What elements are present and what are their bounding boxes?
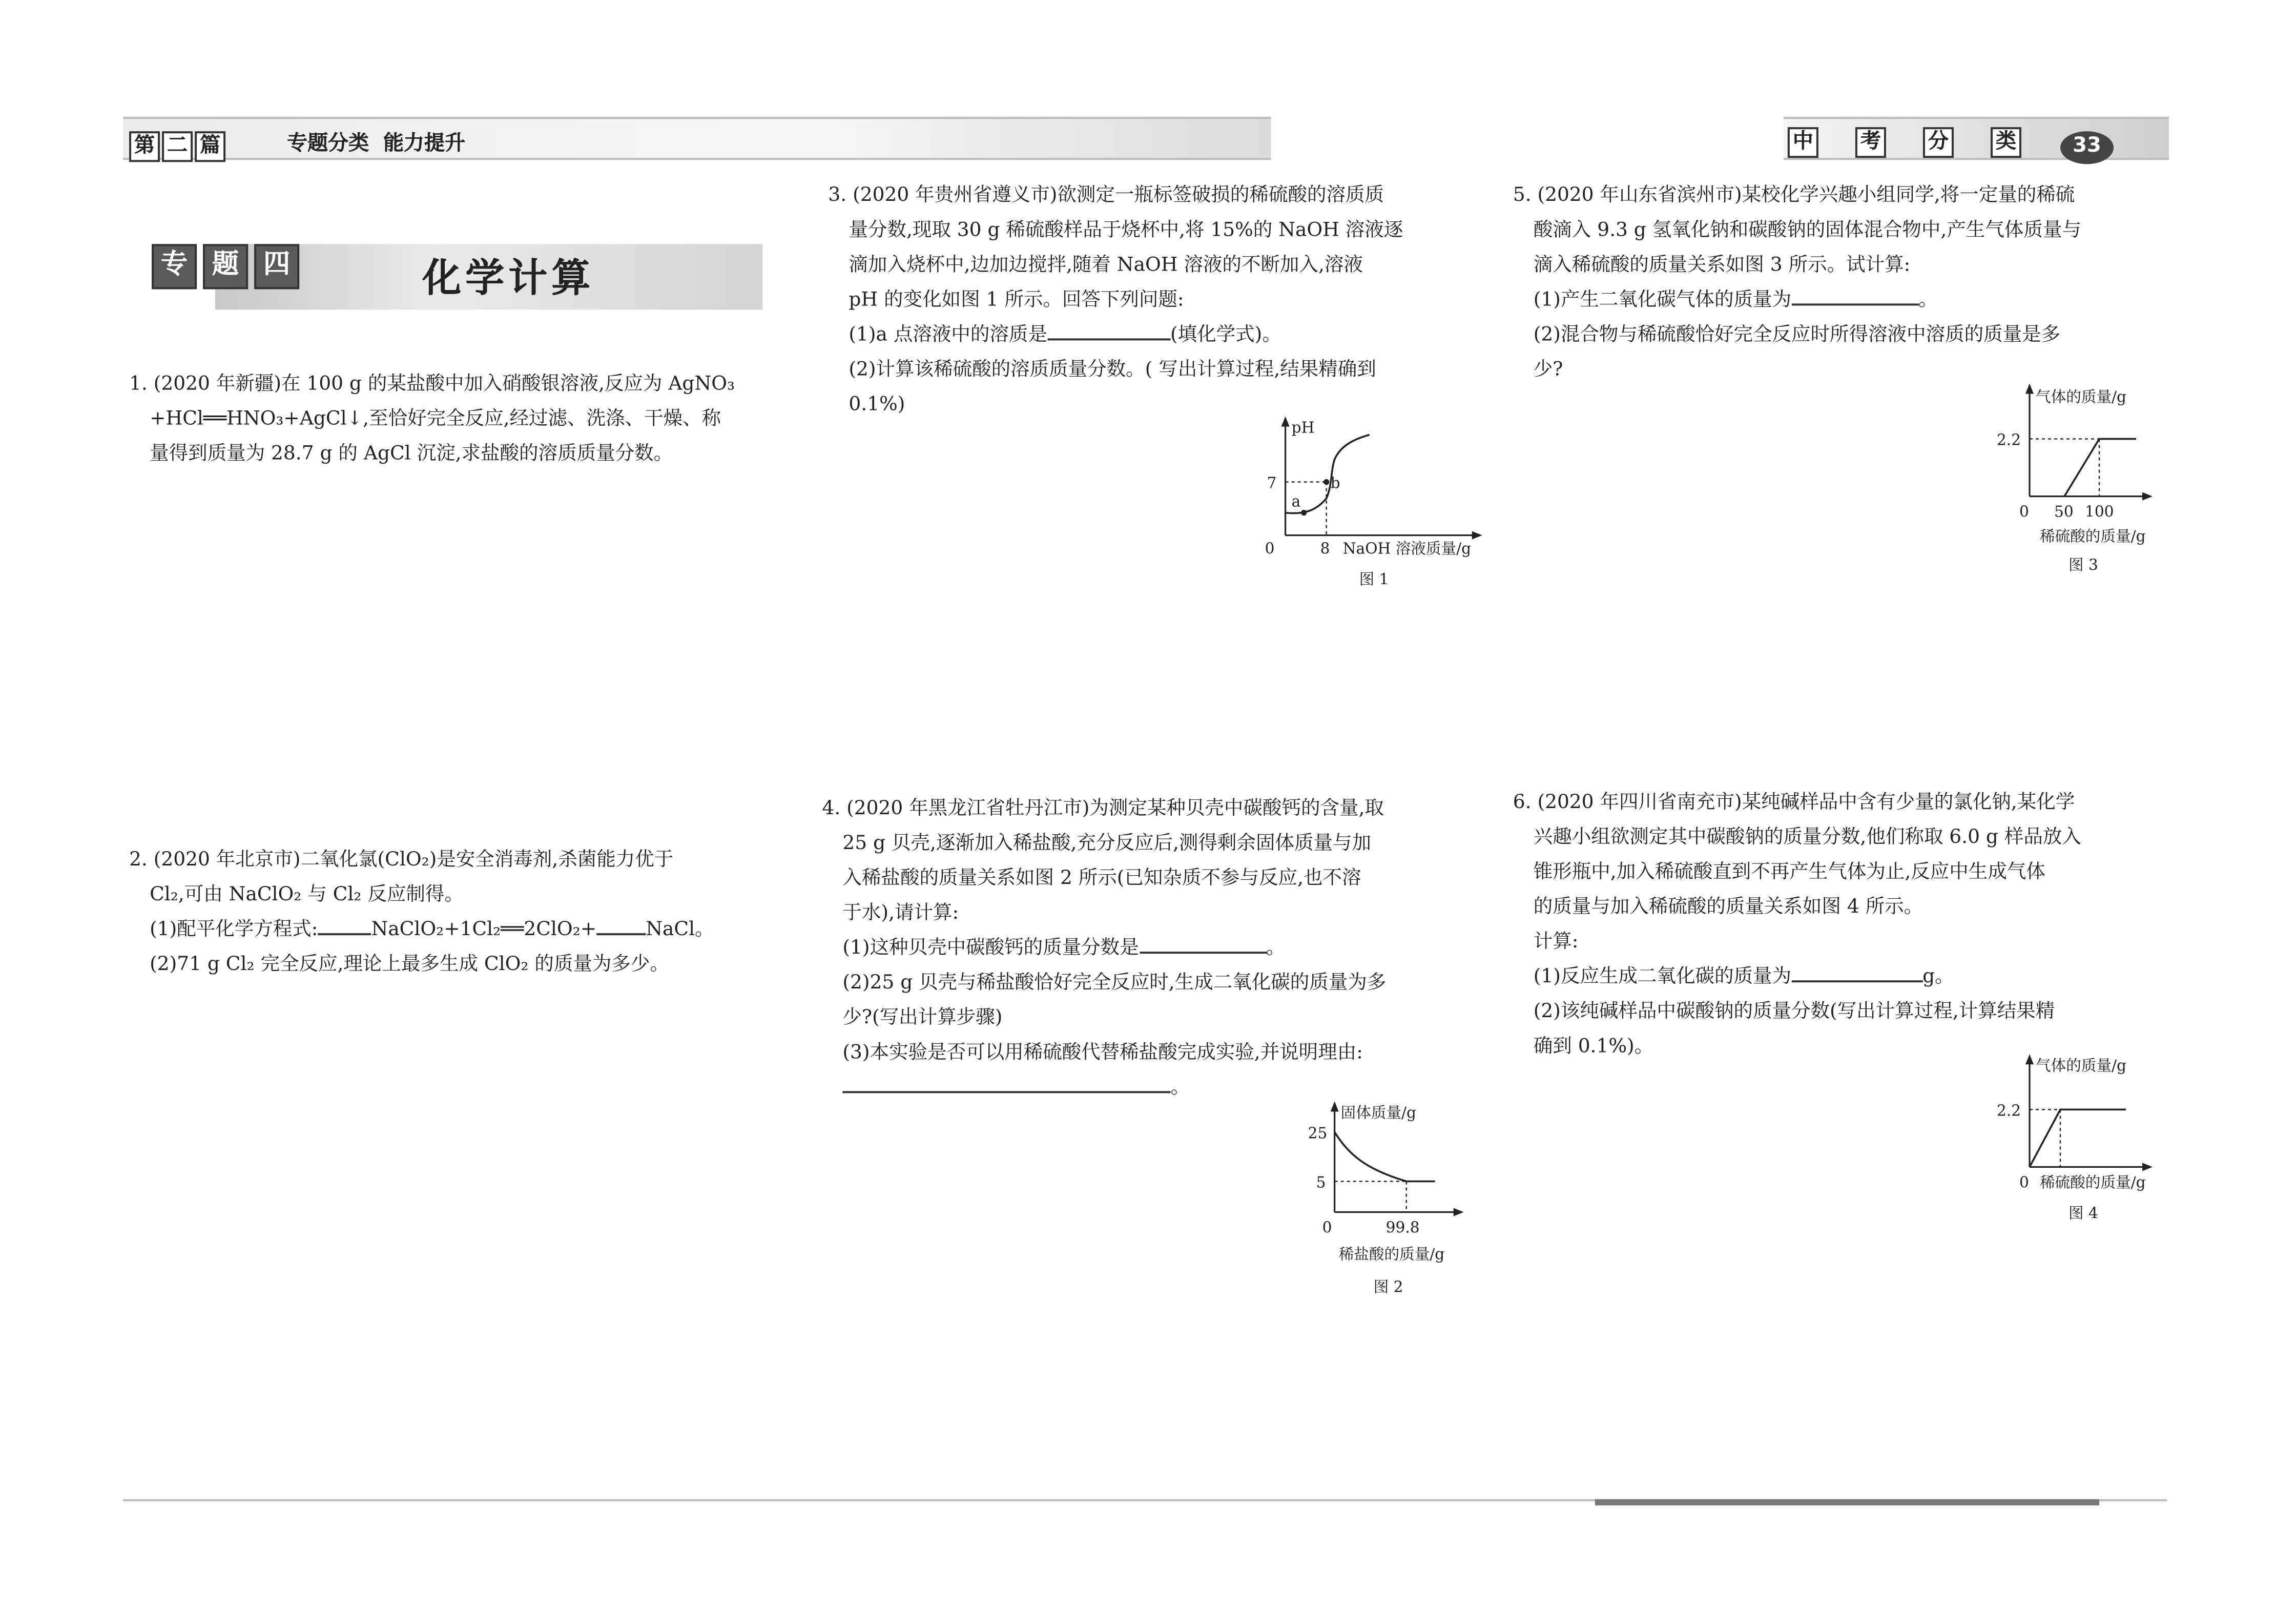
topic-tag-char: 题 (203, 244, 248, 289)
y-axis-arrow (1281, 417, 1290, 427)
y-tick-7: 7 (1267, 474, 1277, 492)
figure-caption: 图 4 (2069, 1204, 2098, 1222)
sub1-text: (1)a 点溶液中的溶质是 (849, 324, 1047, 347)
x-axis-arrow (1472, 531, 1482, 540)
question-3-sub2: (2)计算该稀硫酸的溶质质量分数。( 写出计算过程,结果精确到 (849, 359, 1376, 382)
x-axis-label: 稀盐酸的质量/g (1338, 1245, 1445, 1263)
header-section: 专题分类 能力提升 (287, 133, 466, 156)
sub1-end: 。 (1918, 289, 1938, 312)
question-4-sub3: (3)本实验是否可以用稀硫酸代替稀盐酸完成实验,并说明理由: (842, 1042, 1363, 1065)
figure-caption: 图 3 (2069, 556, 2098, 574)
question-4-sub1 (822, 931, 1508, 966)
x-axis-label: 稀硫酸的质量/g (2039, 1173, 2146, 1191)
y-axis-arrow (2025, 1054, 2034, 1064)
y-axis-label: 气体的质量/g (2035, 388, 2126, 406)
point-a (1301, 510, 1307, 515)
topic-title: 化学计算 (422, 256, 595, 302)
question-5-line: 酸滴入 9.3 g 氢氧化钠和碳酸钠的固体混合物中,产生气体质量与 (1533, 219, 2081, 242)
y-axis-label: pH (1291, 419, 1315, 437)
question-2 (129, 843, 785, 982)
question-6-line: 6. (2020 年四川省南充市)某纯碱样品中含有少量的氯化钠,某化学 (1513, 791, 2075, 814)
page-number (2060, 121, 2114, 164)
answer-blank[interactable] (596, 913, 646, 935)
question-4-line: 25 g 贝壳,逐渐加入稀盐酸,充分反应后,测得剩余固体质量与加 (842, 833, 1372, 856)
answer-blank[interactable] (1791, 960, 1922, 982)
y-tick-22: 2.2 (1996, 1102, 2021, 1120)
sub1-text: (1)配平化学方程式: (150, 919, 318, 942)
x-tick-8: 8 (1320, 540, 1330, 558)
question-3-line: 3. (2020 年贵州省遵义市)欲测定一瓶标签破损的稀硫酸的溶质质 (828, 184, 1384, 208)
question-4-sub2-cont: 少?(写出计算步骤) (842, 1007, 1003, 1030)
x-tick-0: 0 (2019, 503, 2029, 521)
x-axis-arrow (1454, 1208, 1464, 1216)
sub1-end: g。 (1922, 966, 1954, 989)
question-1-line: 量得到质量为 28.7 g 的 AgCl 沉淀,求盐酸的溶质质量分数。 (150, 443, 673, 466)
question-1-line: +HCl══HNO₃+AgCl↓,至恰好完全反应,经过滤、洗涤、干燥、称 (150, 408, 721, 431)
answer-blank[interactable] (1047, 318, 1170, 340)
mass-curve (1335, 1132, 1435, 1181)
question-5-sub2-cont: 少? (1533, 359, 1563, 382)
answer-blank[interactable] (1791, 283, 1918, 305)
figure-caption: 图 1 (1359, 570, 1389, 588)
header-part-char: 二 (162, 131, 193, 162)
header-part-char: 篇 (195, 131, 225, 162)
question-2-line: 2. (2020 年北京市)二氧化氯(ClO₂)是安全消毒剂,杀菌能力优于 (129, 849, 674, 872)
y-tick-22: 2.2 (1996, 431, 2021, 449)
question-5-sub2: (2)混合物与稀硫酸恰好完全反应时所得溶液中溶质的质量是多 (1533, 324, 2061, 347)
answer-blank[interactable] (318, 913, 371, 935)
question-3-sub2-cont: 0.1%) (849, 394, 905, 417)
question-4-line: 于水),请计算: (842, 902, 959, 925)
question-6-sub1 (1513, 960, 2179, 995)
question-1-line: 1. (2020 年新疆)在 100 g 的某盐酸中加入硝酸银溶液,反应为 AgNO₃ (129, 373, 735, 396)
sub1-end: NaCl。 (646, 919, 714, 942)
question-4 (822, 792, 1508, 1105)
question-5-line: 5. (2020 年山东省滨州市)某校化学兴趣小组同学,将一定量的稀硫 (1513, 184, 2075, 208)
figure-caption: 图 2 (1373, 1278, 1403, 1296)
footer-accent-bar (1595, 1499, 2099, 1505)
sub1-text: (1)这种贝壳中碳酸钙的质量分数是 (842, 937, 1139, 960)
header-part (129, 121, 227, 162)
question-6-calc: 计算: (1533, 931, 1579, 954)
sub1-text: (1)产生二氧化碳气体的质量为 (1533, 289, 1791, 312)
gas-line (2030, 1109, 2126, 1167)
header-series-char: 考 (1855, 127, 1886, 158)
question-3-sub1 (828, 318, 1504, 353)
sub1-equation: NaClO₂+1Cl₂══2ClO₂+ (371, 919, 597, 942)
figure-4-gas-mass-chart (1978, 1050, 2183, 1234)
question-6-sub2: (2)该纯碱样品中碳酸钠的质量分数(写出计算过程,计算结果精 (1533, 1001, 2055, 1024)
question-1 (129, 367, 785, 471)
header-series-char: 分 (1923, 127, 1954, 158)
sub3-end: 。 (1170, 1077, 1190, 1100)
point-a-label: a (1291, 492, 1301, 510)
question-2-sub1 (129, 913, 785, 947)
topic-tag (152, 242, 305, 289)
question-6-sub2-cont: 确到 0.1%)。 (1533, 1036, 1654, 1059)
question-6-line: 锥形瓶中,加入稀硫酸直到不再产生气体为止,反应中生成气体 (1533, 861, 2045, 884)
x-axis-label: 稀硫酸的质量/g (2039, 527, 2146, 545)
question-3 (828, 178, 1504, 422)
y-axis-arrow (2025, 383, 2034, 394)
sub1-text: (1)反应生成二氧化碳的质量为 (1533, 966, 1791, 989)
question-2-sub2: (2)71 g Cl₂ 完全反应,理论上最多生成 ClO₂ 的质量为多少。 (150, 954, 669, 977)
gas-line (2064, 439, 2136, 497)
x-axis-arrow (2142, 1163, 2153, 1171)
y-axis-label: 固体质量/g (1340, 1104, 1417, 1122)
y-axis-label: 气体的质量/g (2035, 1057, 2126, 1075)
figure-3-gas-mass-chart (1978, 379, 2183, 584)
x-tick-0: 0 (2019, 1173, 2029, 1191)
header-series-char: 类 (1991, 127, 2021, 158)
question-4-sub2: (2)25 g 贝壳与稀盐酸恰好完全反应时,生成二氧化碳的质量为多 (842, 972, 1387, 995)
answer-blank[interactable] (842, 1070, 1170, 1093)
answer-blank[interactable] (1139, 931, 1266, 954)
question-5-sub1 (1513, 283, 2179, 318)
sub1-end: (填化学式)。 (1170, 324, 1281, 347)
point-b-label: b (1330, 474, 1340, 492)
x-tick-0: 0 (1322, 1219, 1332, 1236)
sub1-end: 。 (1266, 937, 1286, 960)
question-4-line: 4. (2020 年黑龙江省牡丹江市)为测定某种贝壳中碳酸钙的含量,取 (822, 797, 1384, 820)
x-axis-arrow (2142, 492, 2153, 501)
topic-tag-char: 四 (254, 244, 299, 289)
y-tick-25: 25 (1308, 1124, 1328, 1142)
question-6 (1513, 786, 2179, 1064)
page-number-badge: 33 (2060, 131, 2114, 164)
question-5 (1513, 178, 2179, 387)
x-tick-50: 50 (2054, 503, 2074, 521)
question-2-line: Cl₂,可由 NaClO₂ 与 Cl₂ 反应制得。 (150, 884, 464, 907)
topic-tag-char: 专 (152, 244, 197, 289)
figure-2-solid-mass-chart (1288, 1097, 1513, 1302)
point-b (1323, 479, 1329, 485)
question-4-line: 入稀盐酸的质量关系如图 2 所示(已知杂质不参与反应,也不溶 (842, 868, 1361, 891)
figure-1-ph-chart (1251, 410, 1497, 595)
question-6-line: 兴趣小组欲测定其中碳酸钠的质量分数,他们称取 6.0 g 样品放入 (1533, 827, 2081, 850)
question-3-line: pH 的变化如图 1 所示。回答下列问题: (849, 289, 1184, 312)
header-series (1788, 117, 2023, 158)
question-6-line: 的质量与加入稀硫酸的质量关系如图 4 所示。 (1533, 896, 1923, 919)
x-tick-0: 0 (1265, 540, 1275, 558)
x-axis-label: NaOH 溶液质量/g (1342, 540, 1472, 558)
x-tick-998: 99.8 (1385, 1219, 1420, 1236)
y-axis-arrow (1331, 1101, 1339, 1111)
header-part-char: 第 (129, 131, 160, 162)
y-tick-5: 5 (1316, 1173, 1326, 1191)
question-5-line: 滴入稀硫酸的质量关系如图 3 所示。试计算: (1533, 254, 1911, 277)
header-series-char: 中 (1788, 127, 1818, 158)
question-3-line: 量分数,现取 30 g 稀硫酸样品于烧杯中,将 15%的 NaOH 溶液逐 (849, 219, 1403, 242)
x-tick-100: 100 (2085, 503, 2114, 521)
question-3-line: 滴加入烧杯中,边加边搅拌,随着 NaOH 溶液的不断加入,溶液 (849, 254, 1363, 277)
